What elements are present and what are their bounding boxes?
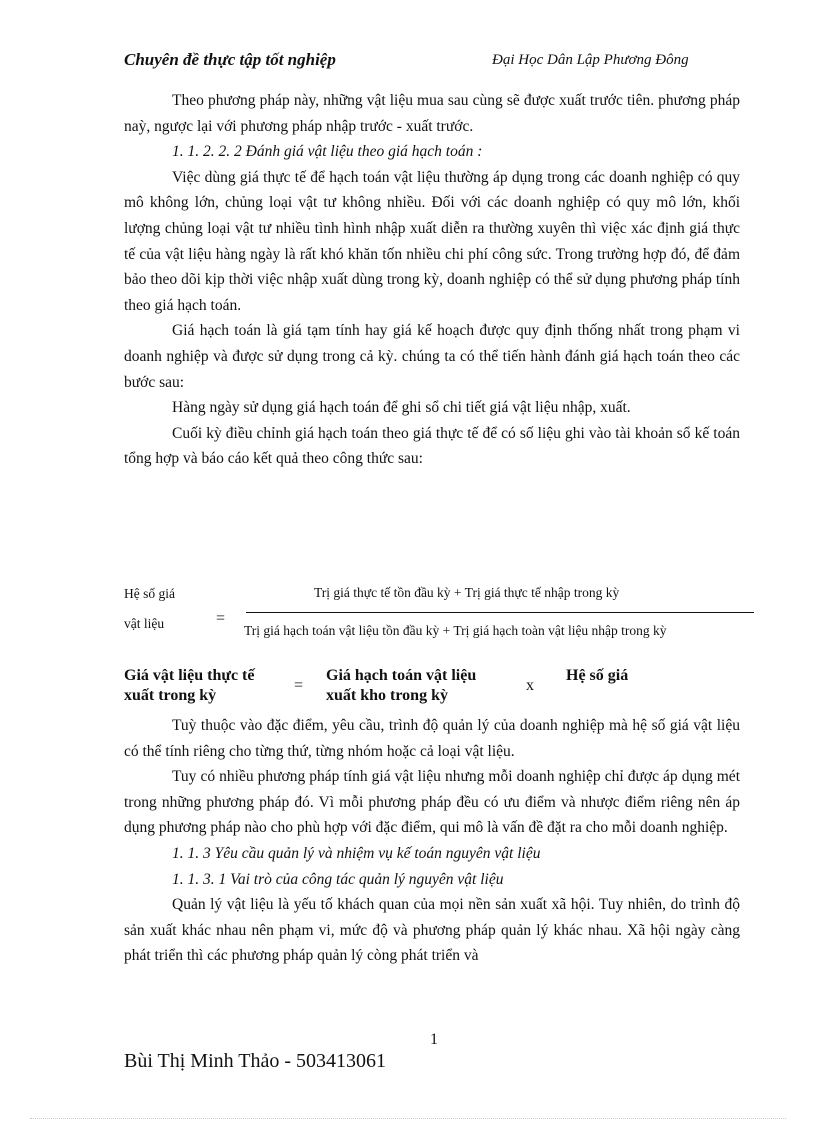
paragraph: Quản lý vật liệu là yếu tố khách quan của mọi nền sản xuất xã hội. Tuy nhiên, do trình độ sản xuất khác nhau nên phạm vi, mức độ và phương pháp quản lý khác nhau. Xã hội ngày càng phát triển thì các phương pháp quản lý còng phát triển và bbox=[124, 896, 740, 965]
formula-equals: = bbox=[216, 610, 226, 627]
formula-times: x bbox=[526, 677, 534, 694]
section-heading: 1. 1. 3. 1 Vai trò của công tác quản lý nguyên vật liệu bbox=[172, 870, 504, 888]
fraction-bar bbox=[246, 612, 754, 613]
paragraph: Cuối kỳ điều chỉnh giá hạch toán theo giá thực tế để có số liệu ghi vào tài khoản sổ kế toán tổng hợp và báo cáo kết quả theo công thức sau: bbox=[124, 424, 740, 468]
formula-term1-line2: xuất trong kỳ bbox=[124, 687, 217, 704]
formula-term3: Hệ số giá bbox=[566, 667, 629, 684]
formula-denominator: Trị giá hạch toán vật liệu tồn đầu kỳ + Trị giá hạch toàn vật liệu nhập trong kỳ bbox=[244, 623, 667, 638]
formula-numerator: Trị giá thực tế tồn đầu kỳ + Trị giá thực tế nhập trong kỳ bbox=[314, 585, 620, 600]
paragraph: Giá hạch toán là giá tạm tính hay giá kế hoạch được quy định thống nhất trong phạm vi doanh nghiệp và được sử dụng trong cả kỳ. chúng ta có thể tiến hành đánh giá hạch toán theo các bước sau: bbox=[124, 322, 740, 391]
formula-term2-line2: xuất kho trong kỳ bbox=[326, 687, 448, 704]
body-text-top bbox=[124, 88, 740, 472]
paragraph: Hàng ngày sử dụng giá hạch toán để ghi sổ chi tiết giá vật liệu nhập, xuất. bbox=[172, 399, 631, 417]
paragraph: Tuy có nhiều phương pháp tính giá vật liệu nhưng mỗi doanh nghiệp chỉ được áp dụng mét trong những phương pháp đó. Vì mỗi phương pháp đều có ưu điểm và nhược điểm riêng nên áp dụng phương pháp nào cho phù hợp với đặc điểm, qui mô là vấn đề đặt ra cho mỗi doanh nghiệp. bbox=[124, 768, 740, 837]
coefficient-formula bbox=[124, 580, 774, 650]
paragraph: Việc dùng giá thực tế để hạch toán vật liệu thường áp dụng trong các doanh nghiệp có quy mô không lớn, chủng loại vật tư không nhiều. Đối với các doanh nghiệp có quy mô lớn, khối lượng chủng loại vật tư nhiều tình hình nhập xuất diễn ra thường xuyên thì việc xác định giá thực tế của vật liệu hàng ngày là rất khó khăn tốn nhiều chi phí công sức. Trong trường hợp đó, để đảm bảo theo dõi kịp thời việc nhập xuất dùng trong kỳ, doanh nghiệp có thể sử dụng phương pháp tính theo giá hạch toán. bbox=[124, 168, 740, 314]
footer-author: Bùi Thị Minh Thảo - 503413061 bbox=[124, 1050, 387, 1072]
formula-label-line1: Hệ số giá bbox=[124, 586, 175, 601]
price-formula bbox=[124, 664, 740, 710]
paragraph: Theo phương pháp này, những vật liệu mua sau cùng sẽ được xuất trước tiên. phương pháp naỳ, ngược lại với phương pháp nhập trước - xuất trước. bbox=[124, 92, 740, 135]
footer-divider bbox=[30, 1118, 786, 1119]
page-number: 1 bbox=[430, 1031, 438, 1048]
formula-equals: = bbox=[294, 677, 304, 694]
formula-label-line2: vật liệu bbox=[124, 616, 165, 631]
formula-term1-line1: Giá vật liệu thực tế bbox=[124, 667, 255, 684]
paragraph: Tuỳ thuộc vào đặc điểm, yêu cầu, trình độ quản lý của doanh nghiệp mà hệ số giá vật liệu có thể tính riêng cho từng thứ, từng nhóm hoặc cả loại vật liệu. bbox=[124, 717, 740, 760]
formula-term2-line1: Giá hạch toán vật liệu bbox=[326, 667, 477, 684]
header-title: Chuyên đề thực tập tốt nghiệp bbox=[124, 50, 336, 69]
section-heading: 1. 1. 2. 2. 2 Đánh giá vật liệu theo giá hạch toán : bbox=[172, 143, 483, 161]
body-text-bottom bbox=[124, 713, 740, 969]
section-heading: 1. 1. 3 Yêu cầu quản lý và nhiệm vụ kế toán nguyên vật liệu bbox=[172, 844, 541, 862]
header-institution: Đại Học Dân Lập Phương Đông bbox=[492, 52, 689, 68]
